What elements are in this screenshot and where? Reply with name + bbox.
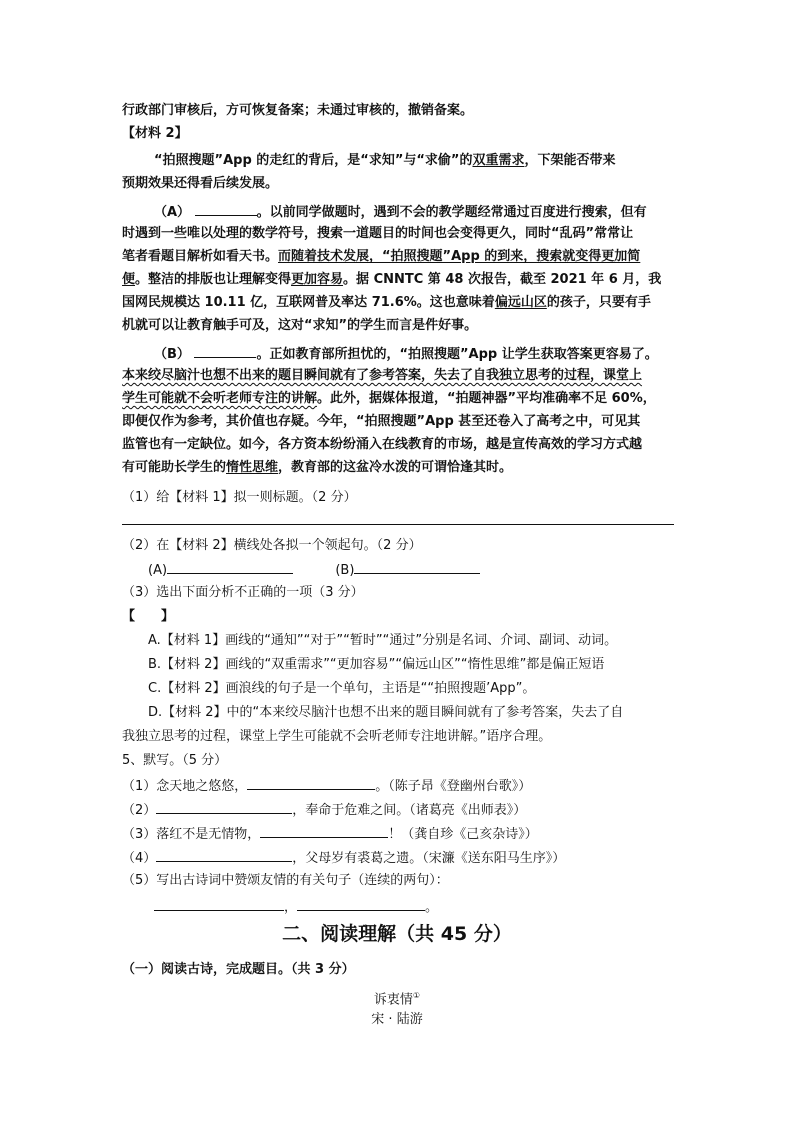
text-span: ！（龚自珍《己亥杂诗》） (388, 827, 538, 842)
section-subtitle: （一）阅读古诗，完成题目。（共 3 分） (122, 962, 355, 977)
text-span: ，教育部的这盆冷水泼的可谓恰逢其时。 (278, 460, 513, 475)
footnote-mark: ① (412, 991, 421, 1000)
paragraph-a-line-2: 时遇到一些唯以处理的数学符号，搜索一道题目的时间也会变得更久，同时“乱码”常常让 (122, 226, 634, 241)
underlined-term: 双重需求 (472, 153, 525, 168)
paragraph-a-line-3 (122, 247, 640, 267)
dictation-blank-5a[interactable] (154, 896, 284, 911)
text-span: ， (284, 900, 298, 915)
blank-label-a: (A) (148, 563, 168, 578)
answer-blank-a[interactable] (167, 559, 293, 574)
dictation-5-blanks (154, 896, 438, 918)
dictation-3 (122, 823, 538, 845)
label-a: （A） (154, 205, 191, 220)
material1-tail-line: 行政部门审核后，方可恢复备案；未通过审核的，撤销备案。 (122, 103, 474, 118)
text-span: 。据 CNNTC 第 48 次报告，截至 2021 年 6 月，我 (343, 272, 662, 287)
blank-b[interactable] (194, 343, 256, 358)
text-span: 的孩子，只要有手 (546, 295, 651, 310)
text-span: ，下架能否带来 (524, 153, 616, 168)
blank-a[interactable] (195, 201, 257, 216)
poem-author: 宋 · 陆游 (371, 1012, 423, 1027)
text-span: （4） (122, 851, 157, 866)
option-b: B.【材料 2】画线的“双重需求”“更加容易”“偏远山区”“惰性思维”都是偏正短语 (148, 657, 605, 672)
question-3: （3）选出下面分析不正确的一项（3 分） (122, 585, 364, 600)
text-span: 国网民规模达 10.11 亿，互联网普及率达 71.6%。这也意味着 (122, 295, 495, 310)
section-title: 二、阅读理解（共 45 分） (282, 923, 512, 945)
dictation-1 (122, 775, 531, 797)
text-span: 。以前同学做题时，遇到不会的教学题经常通过百度进行搜索，但有 (256, 205, 647, 220)
dictation-2 (122, 799, 526, 821)
text-span: ，父母岁有裘葛之遗。（宋濂《送东阳马生序》） (292, 851, 566, 866)
paragraph-b-line-3 (122, 389, 656, 409)
paragraph-a-line-6: 机就可以让教育触手可及，这对“求知”的学生而言是件好事。 (122, 318, 478, 333)
material2-heading: 【材料 2】 (122, 126, 188, 141)
option-c: C.【材料 2】画浪线的句子是一个单句，主语是““拍照搜题’App”。 (148, 681, 536, 696)
underlined-term: 偏远山区 (494, 295, 547, 310)
question-2: （2）在【材料 2】横线处各拟一个领起句。（2 分） (122, 538, 422, 553)
dictation-blank-1[interactable] (247, 775, 375, 790)
paragraph-b-line-4: 即便仅作为参考，其价值也存疑。今年，“拍照搜题”App 甚至还卷入了高考之中，可见其 (122, 414, 641, 429)
paragraph-a-line-1 (154, 201, 647, 223)
dictation-blank-2[interactable] (156, 799, 292, 814)
material2-intro-line-2: 预期效果还得看后续发展。 (122, 176, 279, 191)
question-1: （1）给【材料 1】拟一则标题。（2 分） (122, 490, 357, 505)
wavy-sentence: 学生可能就不会听老师专注的讲解 (122, 391, 318, 406)
dictation-5: （5）写出古诗词中赞颂友情的有关句子（连续的两句）： (122, 873, 449, 888)
text-span: 有可能助长学生的 (122, 460, 227, 475)
dictation-blank-3[interactable] (260, 823, 388, 838)
text-span: “拍照搜题”App 的走红的背后，是“求知”与“求偷”的 (154, 153, 473, 168)
text-span: 笔者看题目解析如看天书。 (122, 249, 279, 264)
text-span: 。整洁的排版也让理解变得 (135, 272, 292, 287)
question-2-blanks (148, 559, 480, 581)
paragraph-b-line-1 (154, 343, 658, 365)
underlined-term: 惰性思维 (226, 460, 279, 475)
paragraph-b-line-6 (122, 458, 512, 478)
text-span: 。正如教育部所担忧的，“拍照搜题”App 让学生获取答案更容易了。 (256, 347, 658, 362)
underlined-sentence: 便 (122, 272, 136, 287)
text-span: （2） (122, 803, 157, 818)
text-span: 诉衷情 (373, 992, 413, 1008)
dictation-blank-5b[interactable] (297, 896, 425, 911)
dictation-4 (122, 847, 565, 869)
paragraph-b-line-2: 本来绞尽脑汁也想不出来的题目瞬间就有了参考答案，失去了自我独立思考的过程，课堂上 (122, 368, 643, 383)
blank-label-b: (B) (335, 563, 355, 578)
text-span: 。（陈子昂《登幽州台歌》） (375, 779, 532, 794)
text-span: （1）念天地之悠悠， (122, 779, 248, 794)
underlined-term: 更加容易 (291, 272, 344, 287)
underlined-sentence: 而随着技术发展，“拍照搜题”App 的到来，搜索就变得更加简 (278, 249, 641, 264)
label-b: （B） (154, 347, 190, 362)
paragraph-a-line-4 (122, 270, 661, 290)
dictation-title: 5、默写。（5 分） (122, 753, 228, 768)
option-a: A.【材料 1】画线的“通知”“对于”“暂时”“通过”分别是名词、介词、副词、动词。 (148, 633, 618, 648)
answer-blank-b[interactable] (354, 559, 480, 574)
paragraph-b-line-5: 监管也有一定缺位。如今，各方资本纷纷涌入在线教育的市场，越是宣传高效的学习方式越 (122, 437, 643, 452)
paragraph-a-line-5 (122, 293, 651, 313)
text-span: （3）落红不是无情物， (122, 827, 261, 842)
option-d-line-2: 我独立思考的过程，课堂上学生可能就不会听老师专注地讲解。”语序合理。 (122, 729, 552, 744)
poem-title (0, 986, 794, 1010)
text-span: ，奉命于危难之间。（诸葛亮《出师表》） (292, 803, 527, 818)
text-span: 。此外，据媒体报道，“拍题神器”平均准确率不足 60%， (317, 391, 656, 406)
material2-intro-line-1 (154, 151, 616, 171)
option-d-line-1: D.【材料 2】中的“本来绞尽脑汁也想不出来的题目瞬间就有了参考答案，失去了自 (148, 705, 624, 720)
text-span: 。 (425, 900, 439, 915)
answer-line-q1[interactable] (122, 524, 674, 525)
dictation-blank-4[interactable] (156, 847, 292, 862)
answer-bracket[interactable]: 【 】 (122, 609, 175, 624)
